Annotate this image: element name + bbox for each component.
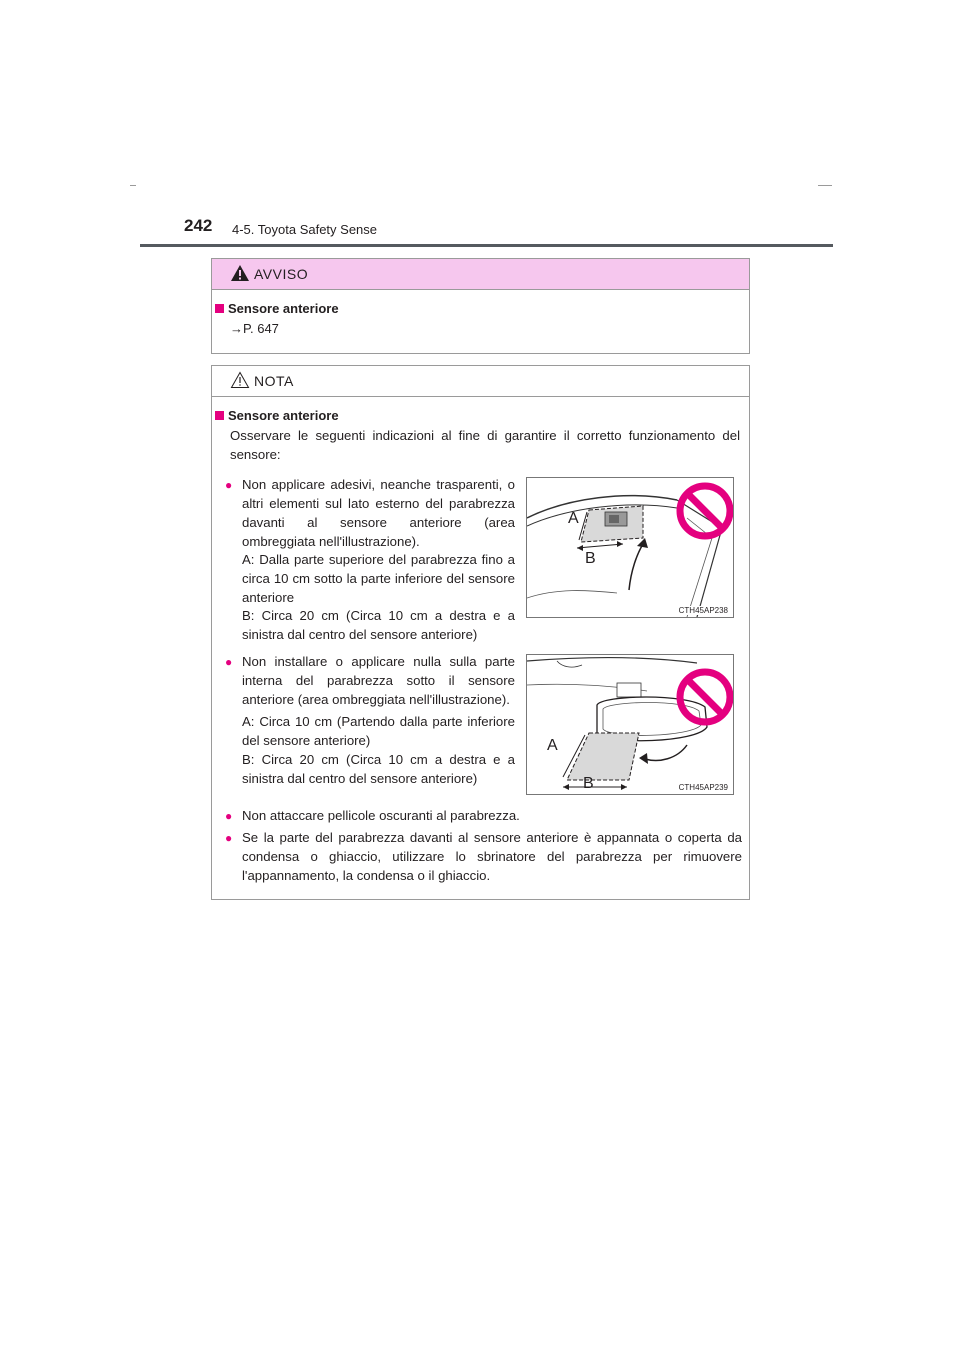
label-a: A <box>568 510 579 527</box>
caution-outline-icon <box>230 371 250 389</box>
item2-b-text: B: Circa 20 cm (Circa 10 cm a destra e a sinistra dal centro del sensore anteriore) <box>242 752 515 786</box>
avviso-header <box>212 259 749 290</box>
label-a: A <box>547 737 558 754</box>
label-b: B <box>585 550 596 567</box>
warning-icon <box>230 264 250 282</box>
section-title: 4-5. Toyota Safety Sense <box>232 222 378 237</box>
square-bullet-icon <box>215 304 224 313</box>
nota-heading-text: Sensore anteriore <box>228 408 339 423</box>
crop-mark-right <box>818 185 832 186</box>
item4-text: Se la parte del parabrezza davanti al sensore anteriore è appannata o coperta da condensa o ghiaccio, utilizzare lo sbrinatore del parabrezza per rimuovere l'appannamento, la condensa o il ghiaccio. <box>242 830 742 883</box>
page-number: 242 <box>184 216 213 235</box>
nota-header <box>212 366 749 397</box>
figure-code: CTH45AP238 <box>678 606 728 615</box>
item1-b-text: B: Circa 20 cm (Circa 10 cm a destra e a sinistra dal centro del sensore anteriore) <box>242 608 515 642</box>
header-rule <box>140 244 833 247</box>
avviso-heading <box>215 301 339 316</box>
square-bullet-icon <box>215 411 224 420</box>
label-b: B <box>583 775 594 792</box>
item1-a-text: A: Dalla parte superiore del parabrezza fino a circa 10 cm sotto la parte inferiore del sensore anteriore <box>242 552 515 605</box>
item2-text: Non installare o applicare nulla sulla parte interna del parabrezza sotto il sensore anteriore (area ombreggiata nell'illustrazione). <box>242 654 515 707</box>
round-bullet-icon: ● <box>225 831 233 845</box>
round-bullet-icon: ● <box>225 809 233 823</box>
nota-heading <box>215 408 339 423</box>
round-bullet-icon: ● <box>225 655 233 669</box>
item3-text: Non attaccare pellicole oscuranti al parabrezza. <box>242 808 520 823</box>
figure-code: CTH45AP239 <box>678 783 728 792</box>
item1-text: Non applicare adesivi, neanche trasparenti, o altri elementi sul lato esterno del parabrezza davanti al sensore anteriore (area ombreggiata nell'illustrazione). <box>242 477 515 549</box>
avviso-heading-text: Sensore anteriore <box>228 301 339 316</box>
illustration-windshield-inside <box>526 654 734 795</box>
avviso-ref: →P. 647 <box>230 321 279 336</box>
round-bullet-icon: ● <box>225 478 233 492</box>
nota-title: NOTA <box>254 373 294 389</box>
crop-mark-left <box>130 185 136 186</box>
avviso-title: AVVISO <box>254 266 309 282</box>
item2-a-text: A: Circa 10 cm (Partendo dalla parte inferiore del sensore anteriore) <box>242 714 515 748</box>
illustration-windshield-outside <box>526 477 734 618</box>
nota-intro: Osservare le seguenti indicazioni al fine di garantire il corretto funzionamento del sensore: <box>230 428 740 462</box>
